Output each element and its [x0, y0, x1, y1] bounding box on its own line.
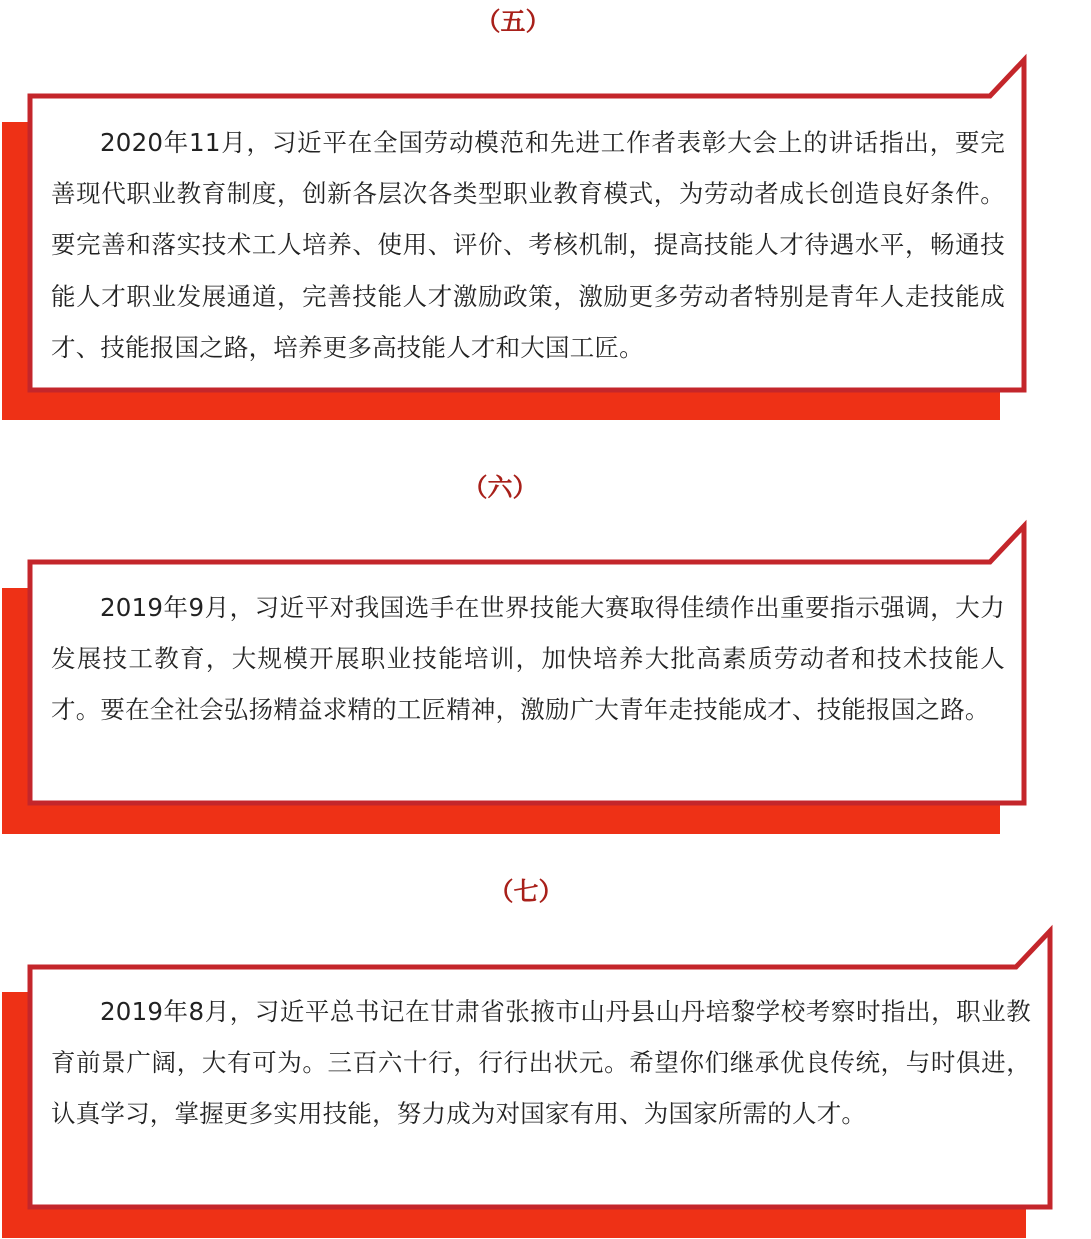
card-body-7: 2019年8月，习近平总书记在甘肃省张掖市山丹县山丹培黎学校考察时指出，职业教育前景广阔，大有可为。三百六十行，行行出状元。希望你们继承优良传统，与时俱进，认真学习，掌握更多实用技能，努力成为对国家有用、为国家所需的人才。	[51, 997, 1031, 1129]
card-body-5: 2020年11月，习近平在全国劳动模范和先进工作者表彰大会上的讲话指出，要完善现代职业教育制度，创新各层次各类型职业教育模式，为劳动者成长创造良好条件。要完善和落实技术工人培养、使用、评价、考核机制，提高技能人才待遇水平，畅通技能人才职业发展通道，完善技能人才激励政策，激励更多劳动者特别是青年人走技能成才、技能报国之路，培养更多高技能人才和大国工匠。	[51, 128, 1005, 362]
section-title-6: （六）	[462, 473, 538, 502]
section-title-7: （七）	[488, 877, 564, 906]
section-title-5: （五）	[475, 7, 551, 36]
card-body-6: 2019年9月，习近平对我国选手在世界技能大赛取得佳绩作出重要指示强调，大力发展技工教育，大规模开展职业技能培训，加快培养大批高素质劳动者和技术技能人才。要在全社会弘扬精益求精的工匠精神，激励广大青年走技能成才、技能报国之路。	[51, 593, 1005, 725]
